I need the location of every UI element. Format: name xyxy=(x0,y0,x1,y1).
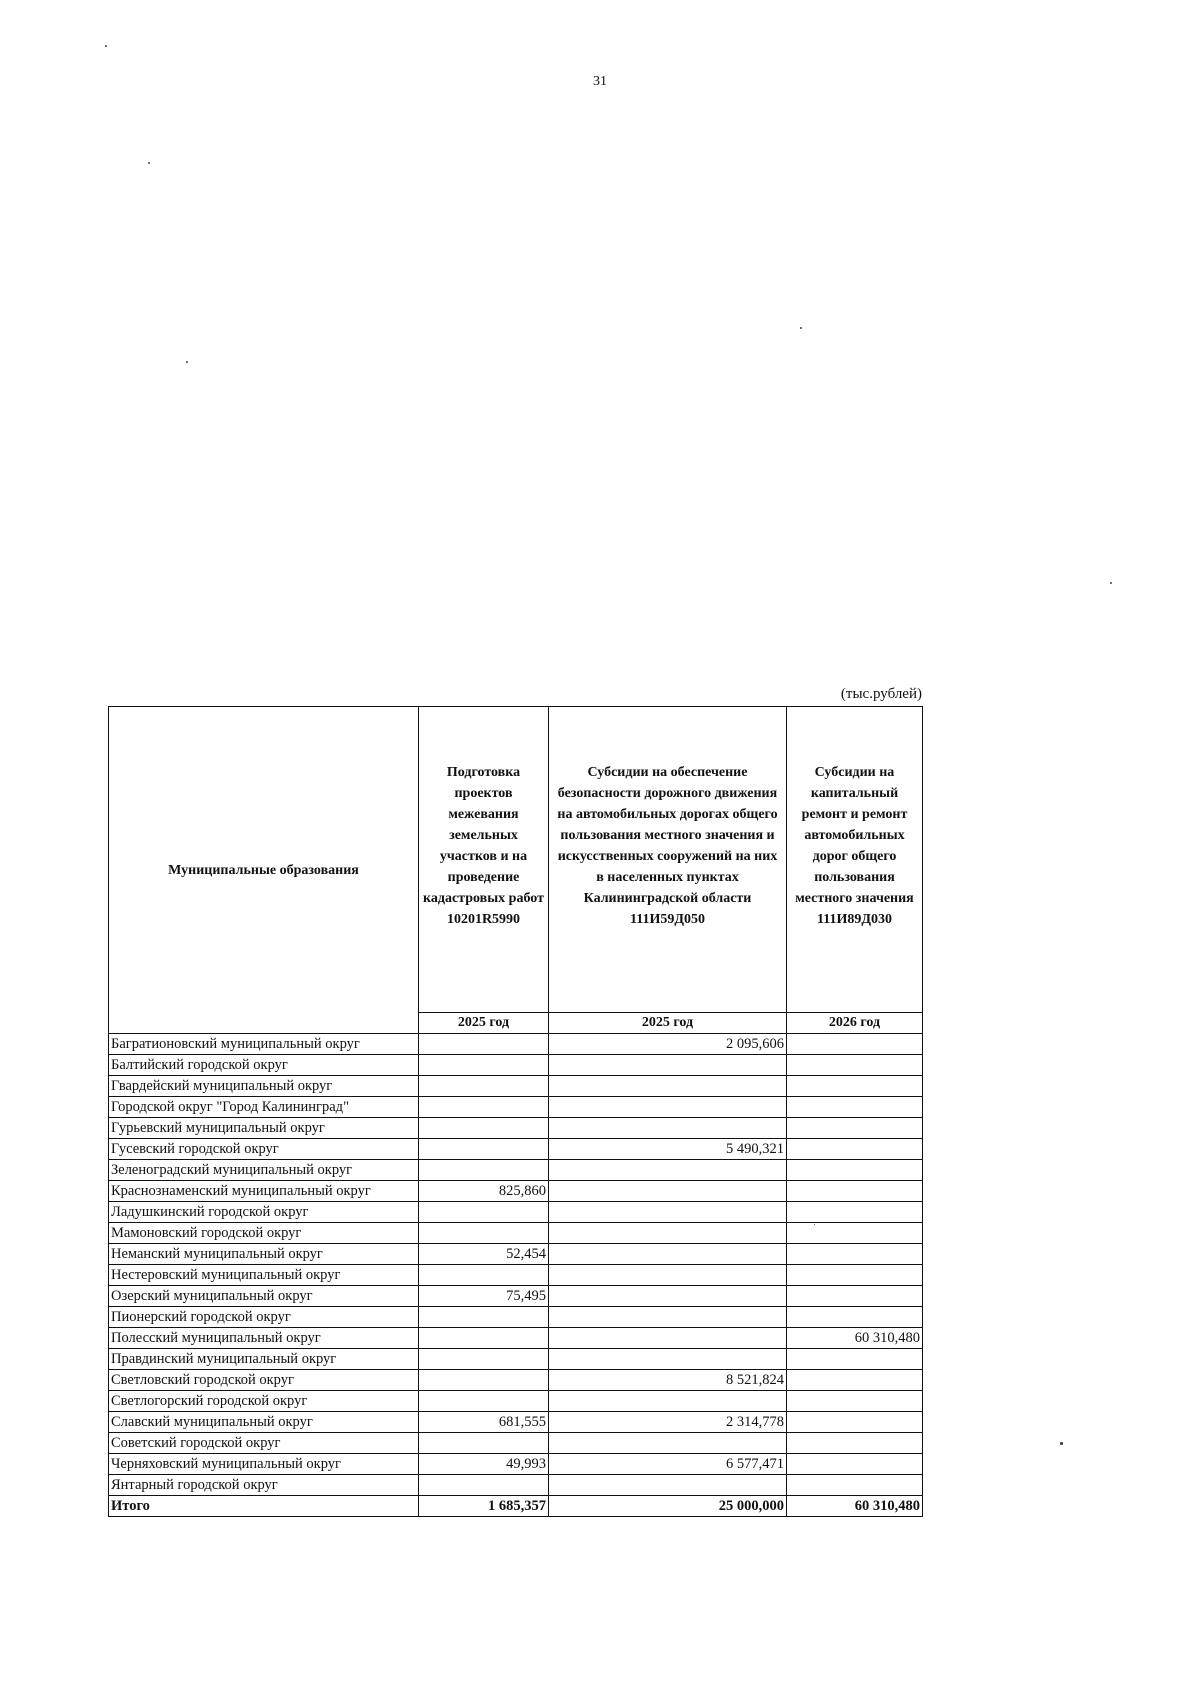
table-row xyxy=(109,1139,923,1160)
value-road-safety xyxy=(549,1265,787,1286)
value-land-survey xyxy=(419,1223,549,1244)
value-road-safety xyxy=(549,1307,787,1328)
table-row xyxy=(109,1391,923,1412)
value-land-survey xyxy=(419,1391,549,1412)
municipality-name: Гусевский городской округ xyxy=(109,1139,419,1160)
subsidy-table xyxy=(108,706,923,1517)
value-land-survey xyxy=(419,1475,549,1496)
year-header-2: 2025 год xyxy=(549,1013,787,1034)
value-road-repair xyxy=(787,1370,923,1391)
value-road-repair xyxy=(787,1118,923,1139)
municipality-name: Нестеровский муниципальный округ xyxy=(109,1265,419,1286)
value-road-safety xyxy=(549,1286,787,1307)
page-number: 31 xyxy=(593,74,607,89)
table-row xyxy=(109,1307,923,1328)
value-road-repair xyxy=(787,1286,923,1307)
header-road-safety: Субсидии на обеспечение безопасности дорожного движения на автомобильных дорогах общего пользования местного значения и искусственных сооружений на них в населенных пунктах Калининградской области 111И59Д050 xyxy=(549,707,787,1013)
table-row xyxy=(109,1202,923,1223)
total-road-repair: 60 310,480 xyxy=(787,1496,923,1517)
value-road-safety xyxy=(549,1475,787,1496)
table-row xyxy=(109,1454,923,1475)
value-land-survey: 825,860 xyxy=(419,1181,549,1202)
table-row xyxy=(109,1118,923,1139)
value-road-safety: 8 521,824 xyxy=(549,1370,787,1391)
value-land-survey xyxy=(419,1370,549,1391)
value-road-safety xyxy=(549,1223,787,1244)
table-row xyxy=(109,1097,923,1118)
municipality-name: Балтийский городской округ xyxy=(109,1055,419,1076)
value-land-survey xyxy=(419,1139,549,1160)
value-land-survey xyxy=(419,1433,549,1454)
value-land-survey xyxy=(419,1265,549,1286)
municipality-name: Неманский муниципальный округ xyxy=(109,1244,419,1265)
header-municipalities: Муниципальные образования xyxy=(109,707,419,1034)
value-road-repair xyxy=(787,1055,923,1076)
value-road-safety: 6 577,471 xyxy=(549,1454,787,1475)
table-row xyxy=(109,1370,923,1391)
value-road-repair xyxy=(787,1034,923,1055)
municipality-name: Озерский муниципальный округ xyxy=(109,1286,419,1307)
header-land-survey: Подготовка проектов межевания земельных участков и на проведение кадастровых работ 10201R5990 xyxy=(419,707,549,1013)
scan-speck xyxy=(148,162,150,164)
value-road-safety: 2 095,606 xyxy=(549,1034,787,1055)
municipality-name: Полесский муниципальный округ xyxy=(109,1328,419,1349)
value-road-safety: 5 490,321 xyxy=(549,1139,787,1160)
municipality-name: Городской округ "Город Калининград" xyxy=(109,1097,419,1118)
municipality-name: Светлогорский городской округ xyxy=(109,1391,419,1412)
table-row xyxy=(109,1286,923,1307)
value-road-safety xyxy=(549,1097,787,1118)
year-header-1: 2025 год xyxy=(419,1013,549,1034)
municipality-name: Багратионовский муниципальный округ xyxy=(109,1034,419,1055)
header-road-repair: Субсидии на капитальный ремонт и ремонт автомобильных дорог общего пользования местного значения 111И89Д030 xyxy=(787,707,923,1013)
value-road-repair: 60 310,480 xyxy=(787,1328,923,1349)
value-road-repair xyxy=(787,1202,923,1223)
total-land-survey: 1 685,357 xyxy=(419,1496,549,1517)
table-row xyxy=(109,1265,923,1286)
value-road-safety xyxy=(549,1118,787,1139)
value-road-repair xyxy=(787,1433,923,1454)
table-row xyxy=(109,1475,923,1496)
scan-speck xyxy=(1110,582,1112,584)
value-road-safety xyxy=(549,1391,787,1412)
table-row xyxy=(109,1412,923,1433)
value-road-repair xyxy=(787,1076,923,1097)
table-row xyxy=(109,1160,923,1181)
scan-speck xyxy=(105,45,107,47)
value-land-survey xyxy=(419,1349,549,1370)
municipality-name: Славский муниципальный округ xyxy=(109,1412,419,1433)
table-row xyxy=(109,1034,923,1055)
municipality-name: Краснознаменский муниципальный округ xyxy=(109,1181,419,1202)
scan-speck xyxy=(800,327,802,329)
total-label: Итого xyxy=(109,1496,419,1517)
value-land-survey: 681,555 xyxy=(419,1412,549,1433)
value-road-safety xyxy=(549,1433,787,1454)
value-road-repair xyxy=(787,1349,923,1370)
municipality-name: Янтарный городской округ xyxy=(109,1475,419,1496)
value-land-survey xyxy=(419,1118,549,1139)
municipality-name: Мамоновский городской округ xyxy=(109,1223,419,1244)
value-road-repair xyxy=(787,1160,923,1181)
value-road-repair xyxy=(787,1454,923,1475)
value-road-repair xyxy=(787,1244,923,1265)
value-road-repair xyxy=(787,1307,923,1328)
table-row xyxy=(109,1433,923,1454)
value-road-safety xyxy=(549,1349,787,1370)
value-road-safety xyxy=(549,1202,787,1223)
table-row xyxy=(109,1055,923,1076)
municipality-name: Правдинский муниципальный округ xyxy=(109,1349,419,1370)
value-road-repair xyxy=(787,1412,923,1433)
value-land-survey xyxy=(419,1160,549,1181)
table-row xyxy=(109,1076,923,1097)
total-row xyxy=(109,1496,923,1517)
value-road-safety xyxy=(549,1244,787,1265)
table-row xyxy=(109,1328,923,1349)
value-land-survey: 75,495 xyxy=(419,1286,549,1307)
scan-speck xyxy=(186,361,188,363)
value-road-safety xyxy=(549,1076,787,1097)
table-body xyxy=(109,1034,923,1517)
municipality-name: Зеленоградский муниципальный округ xyxy=(109,1160,419,1181)
municipality-name: Светловский городской округ xyxy=(109,1370,419,1391)
table-row xyxy=(109,1223,923,1244)
value-land-survey xyxy=(419,1034,549,1055)
table-row xyxy=(109,1181,923,1202)
municipality-name: Черняховский муниципальный округ xyxy=(109,1454,419,1475)
value-road-repair xyxy=(787,1265,923,1286)
value-road-safety xyxy=(549,1160,787,1181)
municipality-name: Пионерский городской округ xyxy=(109,1307,419,1328)
municipality-name: Гурьевский муниципальный округ xyxy=(109,1118,419,1139)
value-road-safety xyxy=(549,1328,787,1349)
total-road-safety: 25 000,000 xyxy=(549,1496,787,1517)
table-row xyxy=(109,1244,923,1265)
units-label: (тыс.рублей) xyxy=(840,686,922,702)
value-land-survey xyxy=(419,1055,549,1076)
municipality-name: Ладушкинский городской округ xyxy=(109,1202,419,1223)
scan-speck xyxy=(814,1224,815,1225)
municipality-name: Советский городской округ xyxy=(109,1433,419,1454)
value-road-safety xyxy=(549,1181,787,1202)
value-land-survey xyxy=(419,1076,549,1097)
value-land-survey xyxy=(419,1097,549,1118)
value-land-survey xyxy=(419,1202,549,1223)
value-road-repair xyxy=(787,1223,923,1244)
value-land-survey: 49,993 xyxy=(419,1454,549,1475)
value-land-survey: 52,454 xyxy=(419,1244,549,1265)
municipality-name: Гвардейский муниципальный округ xyxy=(109,1076,419,1097)
year-header-3: 2026 год xyxy=(787,1013,923,1034)
value-road-safety: 2 314,778 xyxy=(549,1412,787,1433)
scan-speck xyxy=(1060,1442,1063,1445)
value-road-safety xyxy=(549,1055,787,1076)
table-row xyxy=(109,1349,923,1370)
value-road-repair xyxy=(787,1139,923,1160)
value-land-survey xyxy=(419,1307,549,1328)
value-land-survey xyxy=(419,1328,549,1349)
value-road-repair xyxy=(787,1475,923,1496)
value-road-repair xyxy=(787,1181,923,1202)
value-road-repair xyxy=(787,1391,923,1412)
value-road-repair xyxy=(787,1097,923,1118)
